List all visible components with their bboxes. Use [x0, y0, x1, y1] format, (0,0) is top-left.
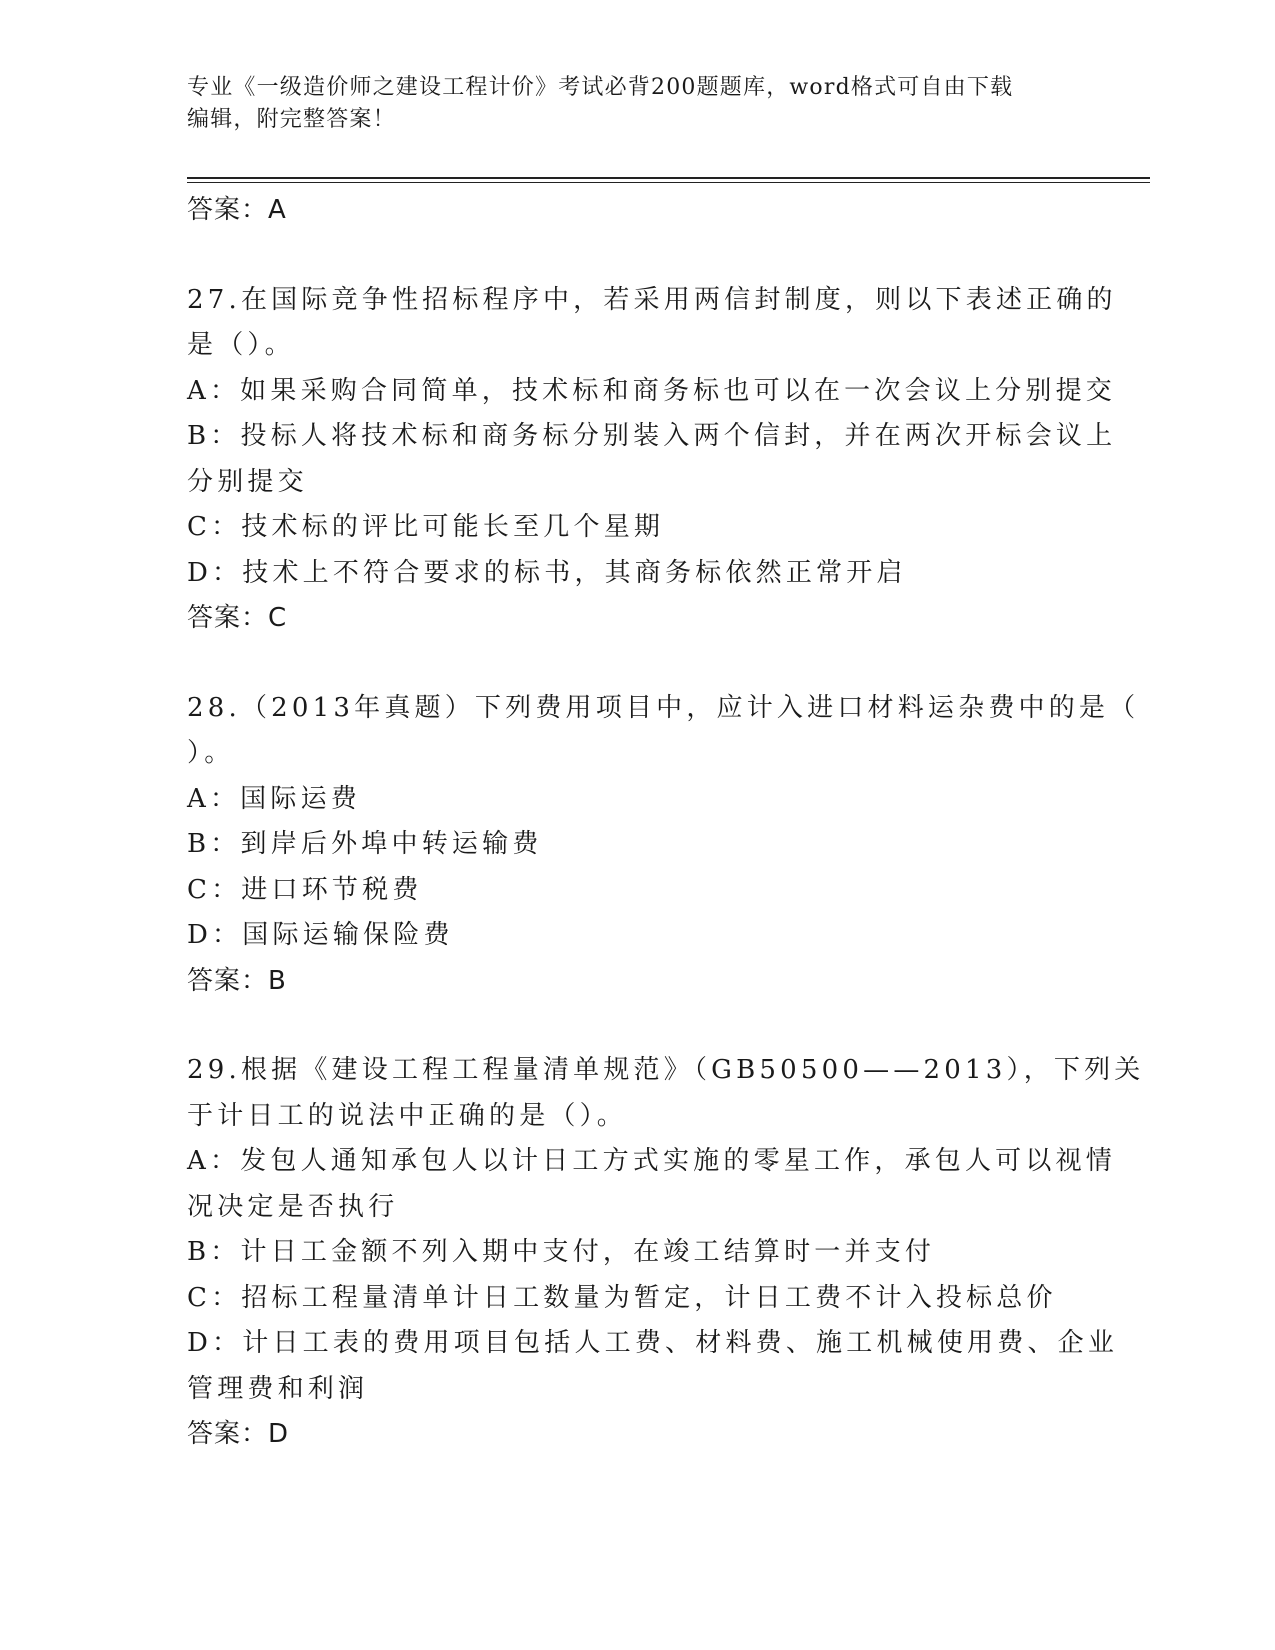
- option-a: A：发包人通知承包人以计日工方式实施的零星工作，承包人可以视情: [187, 1146, 1116, 1176]
- previous-answer: 答案：A: [187, 195, 287, 225]
- spacer: [187, 1004, 1077, 1048]
- question-stem: 27.在国际竞争性招标程序中，若采用两信封制度，则以下表述正确的: [187, 284, 1117, 315]
- option-d-continued: 管理费和利润: [187, 1373, 369, 1404]
- header-line-1: 专业《一级造价师之建设工程计价》考试必背200题题库，word格式可自由下载: [187, 75, 1014, 100]
- question-stem-continued: 是（）。: [187, 330, 295, 360]
- question-content: [187, 188, 1145, 1458]
- answer: 答案：C: [187, 603, 288, 633]
- question-27: [187, 278, 1117, 642]
- question-28: [187, 686, 1140, 1005]
- option-d: D：计日工表的费用项目包括人工费、材料费、施工机械使用费、企业: [187, 1328, 1119, 1358]
- spacer: [187, 642, 1077, 686]
- question-29: [187, 1048, 1145, 1458]
- question-stem-continued: ）。: [187, 738, 235, 768]
- answer: 答案：D: [187, 1419, 290, 1449]
- header-divider: [187, 177, 1150, 183]
- option-b: B：到岸后外埠中转运输费: [187, 829, 543, 859]
- option-c: C：进口环节税费: [187, 874, 423, 905]
- option-d: D：技术上不符合要求的标书，其商务标依然正常开启: [187, 557, 907, 588]
- option-a-continued: 况决定是否执行: [187, 1191, 399, 1222]
- page-header: [187, 72, 1087, 136]
- option-a: A：如果采购合同简单，技术标和商务标也可以在一次会议上分别提交: [187, 375, 1116, 406]
- option-c: C：技术标的评比可能长至几个星期: [187, 512, 665, 542]
- question-stem: 29.根据《建设工程工程量清单规范》（GB50500——2013），下列关: [187, 1055, 1145, 1085]
- answer: 答案：B: [187, 965, 287, 996]
- option-a: A：国际运费: [187, 783, 361, 814]
- question-stem: 28.（2013年真题）下列费用项目中，应计入进口材料运杂费中的是（: [187, 692, 1140, 723]
- option-c: C：招标工程量清单计日工数量为暂定，计日工费不计入投标总价: [187, 1282, 1057, 1313]
- question-stem-continued: 于计日工的说法中正确的是（）。: [187, 1100, 628, 1131]
- option-b: B：计日工金额不列入期中支付，在竣工结算时一并支付: [187, 1237, 936, 1267]
- option-b: B：投标人将技术标和商务标分别装入两个信封，并在两次开标会议上: [187, 421, 1117, 451]
- header-line-2: 编辑，附完整答案！: [187, 107, 396, 132]
- option-b-continued: 分别提交: [187, 466, 308, 497]
- option-d: D：国际运输保险费: [187, 920, 454, 950]
- spacer: [187, 234, 1077, 278]
